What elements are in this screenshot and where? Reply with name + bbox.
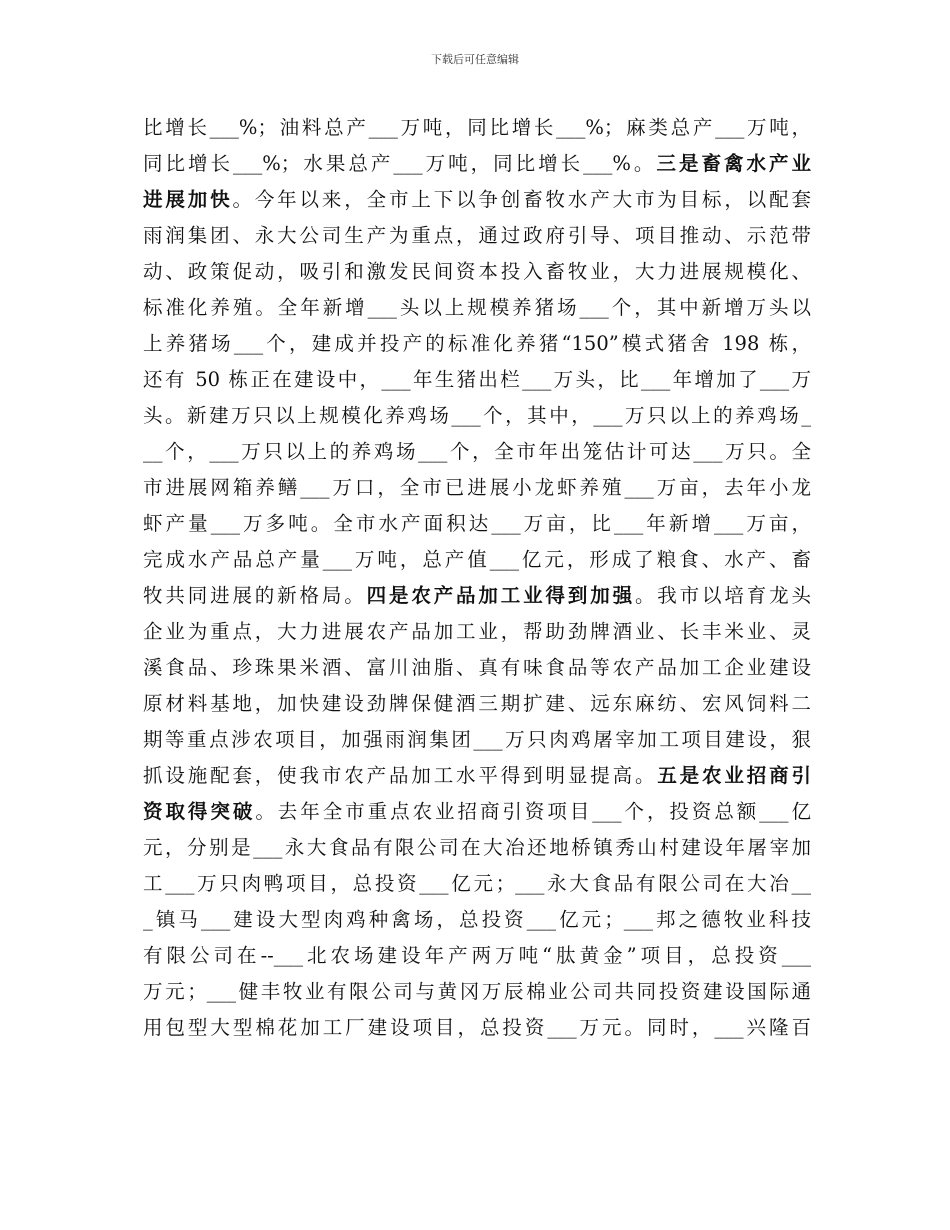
text-line	[143, 218, 811, 254]
text-segment: 企业为重点，大力进展农产品加工业，帮助劲牌酒业、长丰米业、灵	[143, 620, 811, 643]
text-segment: 比增长___%；油料总产___万吨，同比增长___%；麻类总产___万吨，	[143, 116, 811, 139]
text-line	[143, 506, 811, 542]
bold-text-segment: 五是农业招商引	[657, 764, 811, 787]
body-text	[143, 110, 811, 1046]
text-segment: 。今年以来，全市上下以争创畜牧水产大市为目标，以配套	[232, 188, 811, 211]
text-line	[143, 650, 811, 686]
text-line	[143, 398, 811, 434]
text-line	[143, 578, 811, 614]
text-segment: 期等重点涉农项目，加强雨润集团___万只肉鸡屠宰加工项目建设，狠	[143, 728, 811, 751]
text-segment: 还有 50 栋正在建设中，___年生猪出栏___万头，比___年增加了___万	[143, 368, 811, 391]
bold-text-segment: 资取得突破	[143, 800, 256, 823]
text-segment: _镇马___建设大型肉鸡种禽场，总投资___亿元；___邦之德牧业科技	[143, 908, 811, 931]
text-line	[143, 794, 811, 830]
text-segment: 完成水产品总产量___万吨，总产值___亿元，形成了粮食、水产、畜	[143, 548, 811, 571]
text-segment: 有限公司在--___北农场建设年产两万吨“肽黄金”项目，总投资___	[143, 944, 811, 967]
text-line	[143, 470, 811, 506]
text-segment: 抓设施配套，使我市农产品加工水平得到明显提高。	[143, 764, 658, 787]
text-line	[143, 722, 811, 758]
text-segment: 雨润集团、永大公司生产为重点，通过政府引导、项目推动、示范带	[143, 224, 811, 247]
text-line	[143, 902, 811, 938]
text-segment: 万元；___健丰牧业有限公司与黄冈万辰棉业公司共同投资建设国际通	[143, 980, 811, 1003]
text-segment: 。我市以培育龙头	[634, 584, 811, 607]
text-segment: 用包型大型棉花加工厂建设项目，总投资___万元。同时，___兴隆百	[143, 1016, 811, 1039]
text-line	[143, 866, 811, 902]
text-line	[143, 110, 811, 146]
text-segment: 牧共同进展的新格局。	[143, 584, 367, 607]
text-line	[143, 146, 811, 182]
bold-text-segment: 进展加快	[143, 188, 233, 211]
page-header: 下载后可任意编辑	[431, 53, 519, 66]
text-line	[143, 974, 811, 1010]
text-segment: 动、政策促动，吸引和激发民间资本投入畜牧业，大力进展规模化、	[143, 260, 811, 283]
text-segment: __个，___万只以上的养鸡场___个，全市年出笼估计可达___万只。全	[143, 440, 811, 463]
text-line	[143, 938, 811, 974]
text-line	[143, 362, 811, 398]
text-line	[143, 758, 811, 794]
text-segment: 原材料基地，加快建设劲牌保健酒三期扩建、远东麻纺、宏风饲料二	[143, 692, 811, 715]
text-line	[143, 542, 811, 578]
text-line	[143, 614, 811, 650]
text-segment: 市进展网箱养鳝___万口，全市已进展小龙虾养殖___万亩，去年小龙	[143, 476, 811, 499]
text-segment: 标准化养殖。全年新增___头以上规模养猪场___个，其中新增万头以	[143, 296, 811, 319]
bold-text-segment: 四是农产品加工业得到加强	[366, 584, 635, 607]
text-line	[143, 290, 811, 326]
text-segment: 虾产量___万多吨。全市水产面积达___万亩，比___年新增___万亩，	[143, 512, 811, 535]
text-segment: 溪食品、珍珠果米酒、富川油脂、真有味食品等农产品加工企业建设	[143, 656, 811, 679]
text-segment: 同比增长___%；水果总产___万吨，同比增长___%。	[143, 152, 657, 175]
text-segment: 上养猪场___个，建成并投产的标准化养猪“150”模式猪舍 198 栋，	[143, 332, 811, 355]
text-line	[143, 1010, 811, 1046]
text-segment: 。去年全市重点农业招商引资项目___个，投资总额___亿	[255, 800, 811, 823]
text-segment: 元，分别是___永大食品有限公司在大冶还地桥镇秀山村建设年屠宰加	[143, 836, 811, 859]
text-segment: 头。新建万只以上规模化养鸡场___个，其中，___万只以上的养鸡场_	[143, 404, 811, 427]
text-line	[143, 326, 811, 362]
text-line	[143, 254, 811, 290]
text-line	[143, 830, 811, 866]
bold-text-segment: 三是畜禽水产业	[656, 152, 811, 175]
text-line	[143, 182, 811, 218]
text-line	[143, 434, 811, 470]
text-line	[143, 686, 811, 722]
text-segment: 工___万只肉鸭项目，总投资___亿元；___永大食品有限公司在大冶__	[143, 872, 811, 895]
